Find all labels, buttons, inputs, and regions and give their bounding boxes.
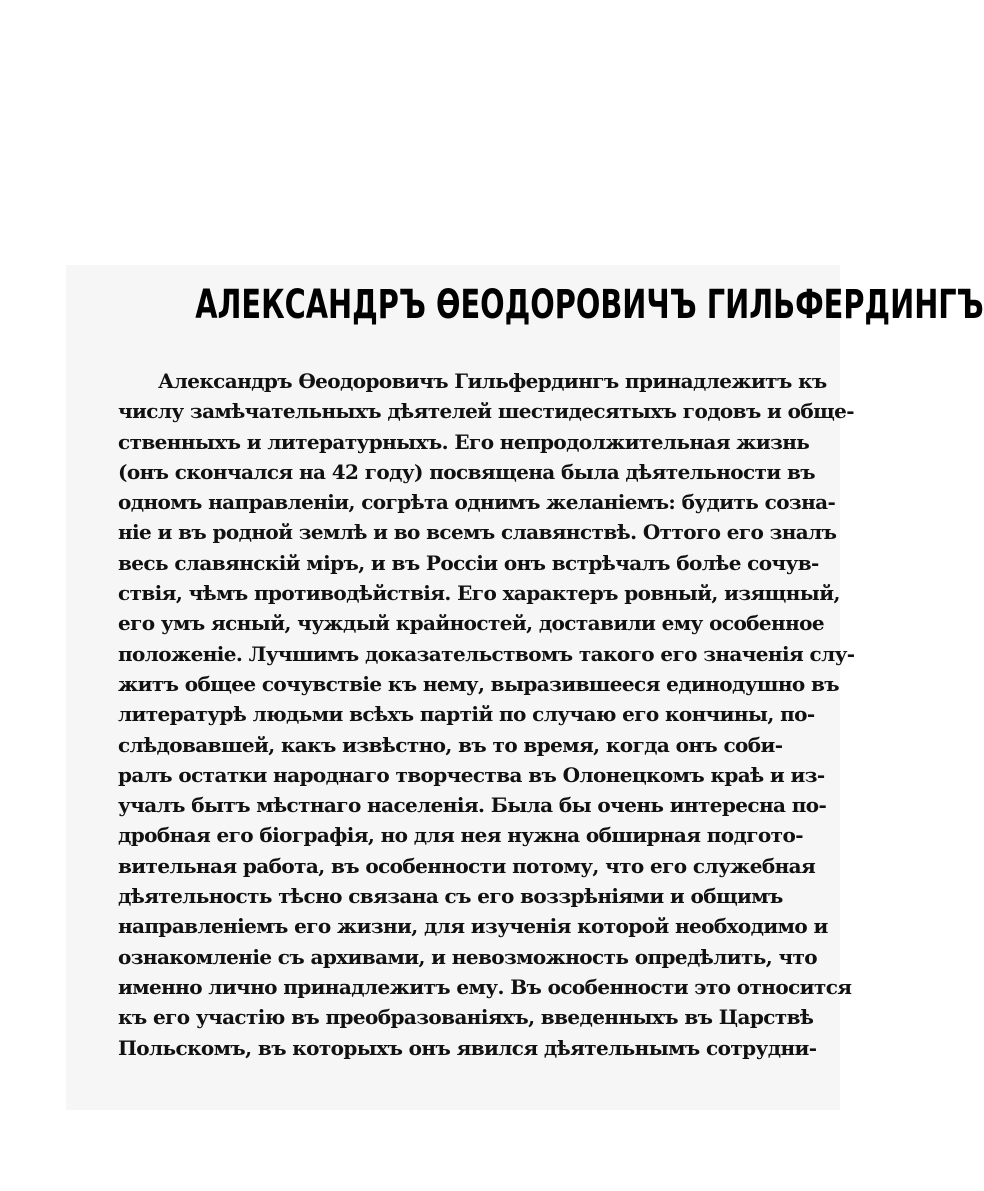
text-line: его умъ ясный, чуждый крайностей, доставили ему особенное <box>118 611 824 636</box>
text-line: весь славянскій міръ, и въ Россіи онъ встрѣчалъ болѣе сочув- <box>118 550 819 575</box>
text-line: учалъ бытъ мѣстнаго населенія. Была бы очень интересна по- <box>118 793 827 818</box>
text-line: именно лично принадлежитъ ему. Въ особенности это относится <box>118 974 852 999</box>
text-line: ралъ остатки народнаго творчества въ Олонецкомъ краѣ и из- <box>118 762 825 787</box>
text-line: слѣдовавшей, какъ извѣстно, въ то время, когда онъ соби- <box>118 732 783 757</box>
text-line: вительная работа, въ особенности потому, что его служебная <box>118 853 816 878</box>
text-line: Александръ Ѳеодоровичъ Гильфердингъ принадлежитъ къ <box>158 369 827 393</box>
text-line: (онъ скончался на 42 году) посвящена была дѣятельности въ <box>118 459 815 484</box>
page-title: АЛЕКСАНДРЪ ѲЕОДОРОВИЧЪ ГИЛЬФЕРДИНГЪ <box>195 282 984 328</box>
text-line: числу замѣчательныхъ дѣятелей шестидесятыхъ годовъ и обще- <box>118 399 855 424</box>
text-line: одномъ направленіи, согрѣта однимъ желаніемъ: будить созна- <box>118 490 836 515</box>
text-line: ніе и въ родной землѣ и во всемъ славянствѣ. Оттого его зналъ <box>118 520 837 545</box>
text-line: положеніе. Лучшимъ доказательствомъ такого его значенія слу- <box>118 641 855 666</box>
text-line: направленіемъ его жизни, для изученія которой необходимо и <box>118 914 828 939</box>
text-line: къ его участію въ преобразованіяхъ, введенныхъ въ Царствѣ <box>118 1005 814 1030</box>
body-paragraph <box>118 366 855 1063</box>
text-line: дѣятельность тѣсно связана съ его воззрѣніями и общимъ <box>118 884 783 909</box>
text-line: ствія, чѣмъ противодѣйствія. Его характеръ ровный, изящный, <box>118 581 840 606</box>
text-line: Польскомъ, въ которыхъ онъ явился дѣятельнымъ сотрудни- <box>118 1035 817 1060</box>
text-line: дробная его біографія, но для нея нужна обширная подгото- <box>118 823 803 848</box>
text-line: ознакомленіе съ архивами, и невозможность опредѣлить, что <box>118 944 818 969</box>
text-line: житъ общее сочувствіе къ нему, выразившееся единодушно въ <box>118 671 839 696</box>
text-line: литературѣ людьми всѣхъ партій по случаю его кончины, по- <box>118 702 815 727</box>
text-line: ственныхъ и литературныхъ. Его непродолжительная жизнь <box>118 429 810 454</box>
